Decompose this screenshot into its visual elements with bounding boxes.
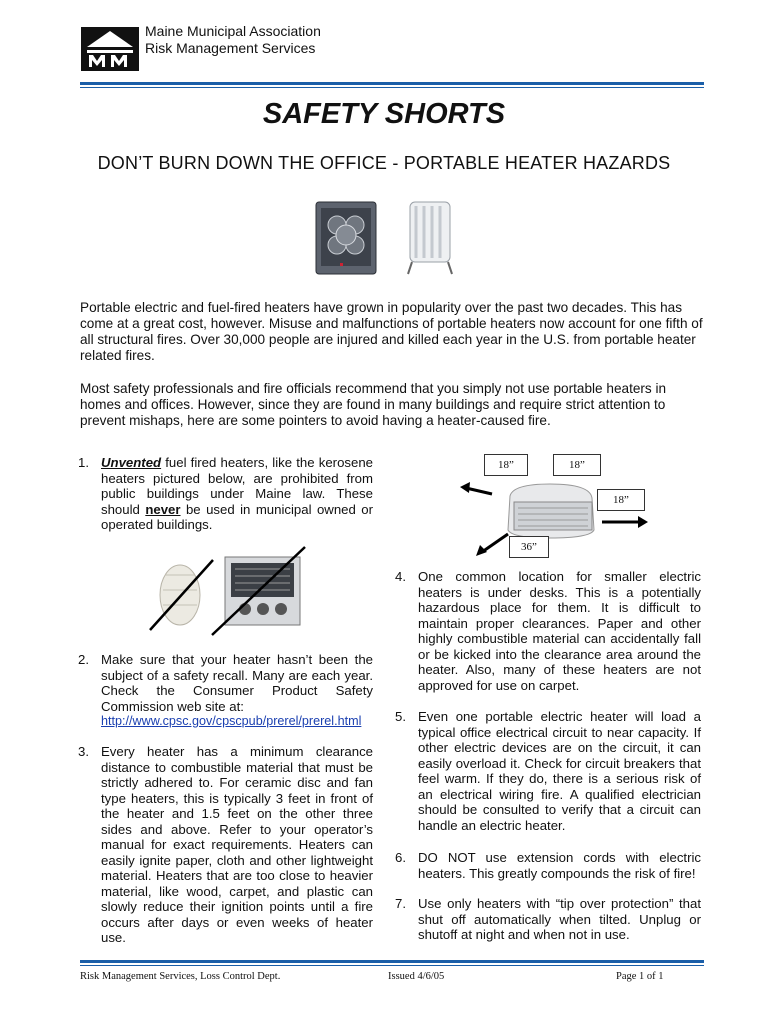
list-item-3 xyxy=(78,744,373,946)
list-item-4 xyxy=(395,569,701,693)
clearance-label-side: 18” xyxy=(597,489,645,511)
org-line-1: Maine Municipal Association xyxy=(145,23,321,39)
item-4-text: One common location for smaller electric heaters is under desks. This is a potentially hazardous place for them. It is difficult to maintain proper clearances. Paper and other highly combustible material can accidentally fall or be kicked into the clearance area around the heater. Also, many of these heaters are not approved for use on carpet. xyxy=(418,569,701,693)
item-number: 1. xyxy=(78,455,89,470)
item-number: 7. xyxy=(395,896,406,911)
footer-issued-date: Issued 4/6/05 xyxy=(388,971,445,982)
list-item-2 xyxy=(78,652,373,714)
page-title: SAFETY SHORTS xyxy=(262,98,506,130)
unvented-emphasis: Unvented xyxy=(101,455,162,470)
item-number: 6. xyxy=(395,850,406,865)
item-3-text: Every heater has a minimum clearance distance to combustible material that must be strictly adhered to. For ceramic disc and fan type heaters, this is typically 3 feet in front of the heater and 1.5 feet on the other three sides and above. Refer to your operator’s manual for exact requirements. Heaters can easily ignite paper, cloth and other lightweight material. Heaters that are too close to heavier material, like wood, carpet, and plastic can slowly reduce their ignition points until a fire occurs after days or even weeks of heater use. xyxy=(101,744,373,945)
never-emphasis: never xyxy=(145,501,181,517)
list-item-5 xyxy=(395,709,701,833)
header-rule-thin xyxy=(80,87,704,88)
mma-logo xyxy=(81,27,139,71)
org-name xyxy=(145,23,321,57)
item-5-text: Even one portable electric heater will load a typical office electrical circuit to near capacity. If other electric devices are on the circuit, it can easily overload it. Check for circuit breakers that feel warm. If they do, there is a serious risk of an electrical wiring fire. A qualified electrician should be consulted to verify that a circuit can handle an electric heater. xyxy=(418,709,701,833)
item-1-text-b: be used in municipal owned or operated buildings. xyxy=(101,501,373,532)
item-number: 4. xyxy=(395,569,406,584)
kerosene-heaters-crossed-out xyxy=(145,545,310,640)
item-number: 5. xyxy=(395,709,406,724)
footer-rule xyxy=(80,960,704,963)
page-subtitle: DON’T BURN DOWN THE OFFICE - PORTABLE HEATER HAZARDS xyxy=(97,153,671,173)
list-item-1 xyxy=(78,455,373,533)
item-6-text: DO NOT use extension cords with electric heaters. This greatly compounds the risk of fire! xyxy=(418,850,701,881)
org-line-2: Risk Management Services xyxy=(145,40,316,56)
clearance-label-back-right: 18” xyxy=(553,454,601,476)
clearance-label-front: 36” xyxy=(509,536,549,558)
cpsc-recall-link[interactable]: http://www.cpsc.gov/cpscpub/prerel/prerel.html xyxy=(101,714,362,728)
intro-paragraph-2: Most safety professionals and fire officials recommend that you simply not use portable heaters in homes and offices. However, since they are found in many buildings and require strict attention to prevent mishaps, here are some pointers to avoid having a heater-caused fire. xyxy=(80,381,667,428)
item-2-text: Make sure that your heater hasn’t been the subject of a safety recall. Many are each year. Check the Consumer Product Safety Commission web site at: xyxy=(101,652,373,714)
item-number: 2. xyxy=(78,652,89,667)
footer-rule-thin xyxy=(80,965,704,966)
header-rule xyxy=(80,82,704,85)
clearance-label-back-left: 18” xyxy=(484,454,528,476)
intro-paragraph-1: Portable electric and fuel-fired heaters have grown in popularity over the past two decades. This has come at a great cost, however. Misuse and malfunctions of portable heaters now account for one fifth of all structural fires. Over 30,000 people are injured and killed each year in the U.S. from portable heater related fires. xyxy=(80,300,703,363)
item-number: 3. xyxy=(78,744,89,759)
list-item-7 xyxy=(395,896,701,943)
heaters-photo xyxy=(312,198,458,278)
item-7-text: Use only heaters with “tip over protection” that shut off automatically when tilted. Unplug or shutoff at night and when not in use. xyxy=(418,896,701,942)
footer-department: Risk Management Services, Loss Control Dept. xyxy=(80,971,281,982)
footer-page-number: Page 1 of 1 xyxy=(616,971,664,982)
list-item-6 xyxy=(395,850,701,881)
item-1-text-a: fuel fired heaters, like the kerosene heaters pictured below, are prohibited from public buildings under Maine law. These should xyxy=(101,455,373,517)
